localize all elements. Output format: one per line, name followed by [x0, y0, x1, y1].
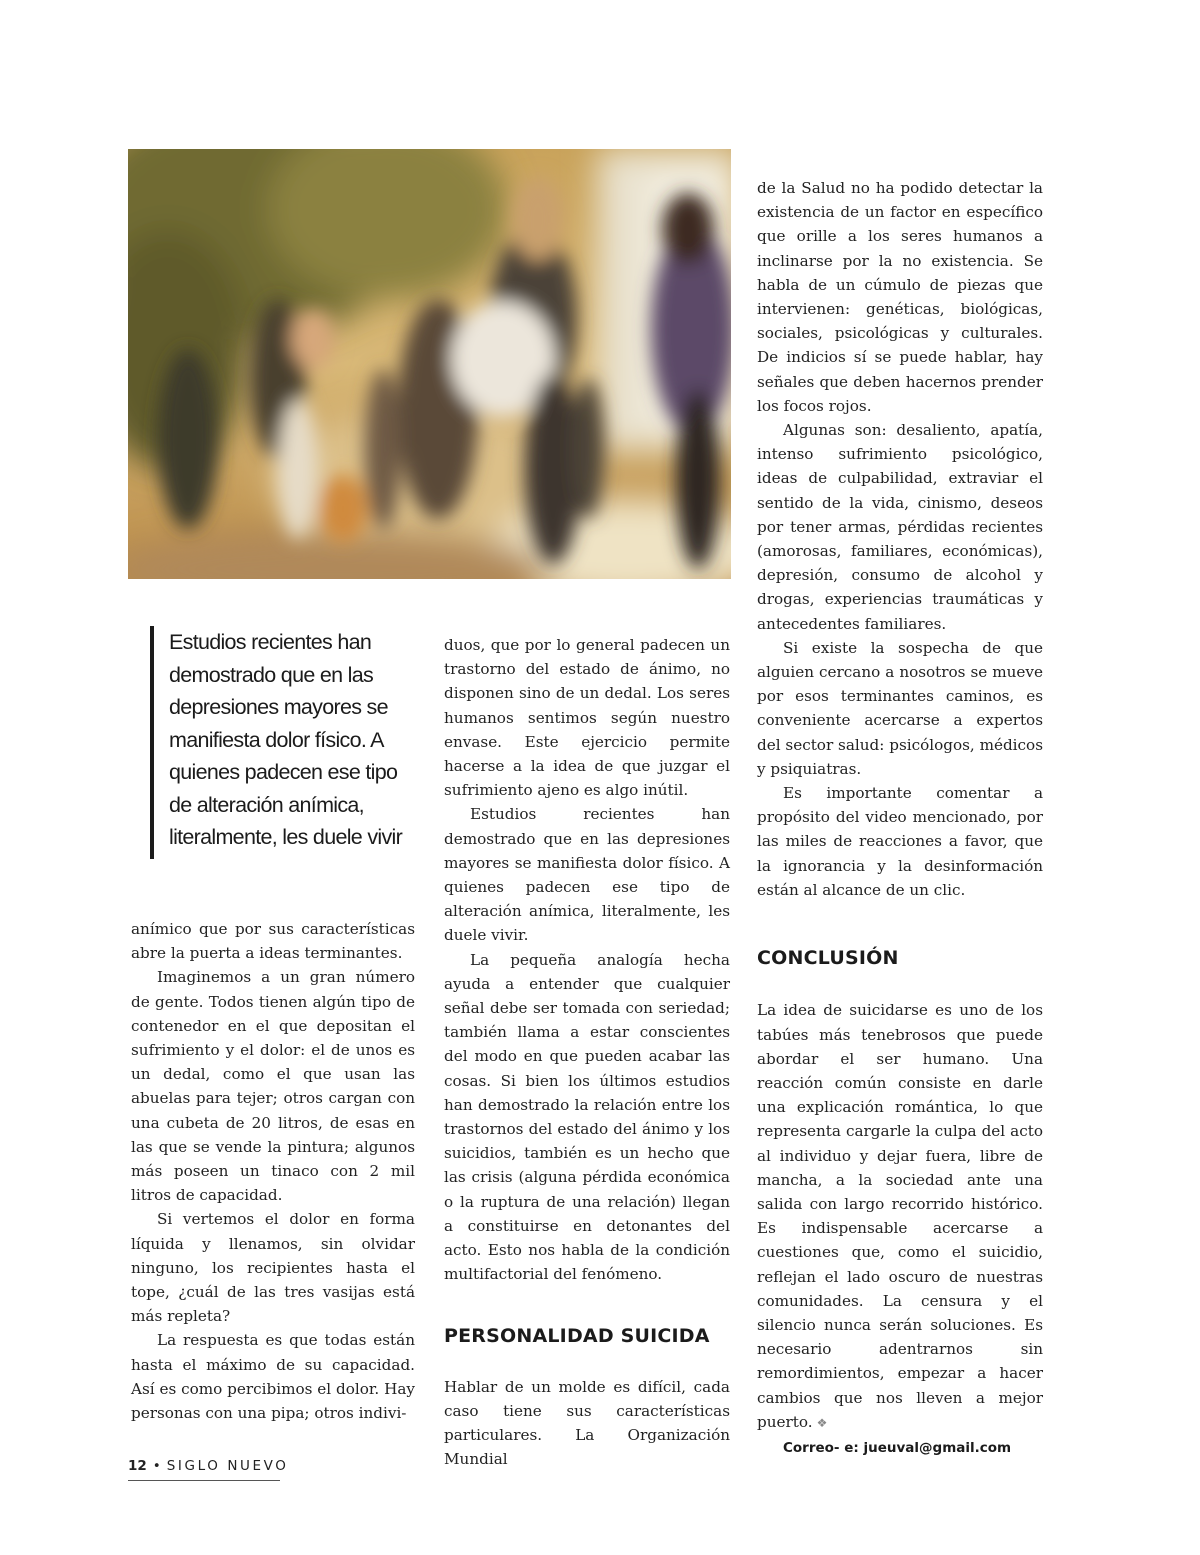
magazine-name: SIGLO NUEVO — [166, 1458, 289, 1474]
page-folio — [128, 1458, 289, 1481]
paragraph: Estudios recientes han demostrado que en las depresiones mayores se manifiesta dolor físico. A quienes padecen ese tipo de alteración anímica, literalmente, les duele vivir. — [444, 805, 730, 945]
pull-quote: Estudios recientes han demostrado que en las depresiones mayores se manifiesta dolor físico. A quienes padecen ese tipo de alteración anímica, literalmente, les duele vivir — [150, 626, 415, 859]
paragraph: Imaginemos a un gran número de gente. Todos tienen algún tipo de contenedor en el que depositan el sufrimiento y el dolor: el de unos es un dedal, como el que usan las abuelas para tejer; otros cargan con una cubeta de 20 litros, de esas en las que se vende la pintura; algunos más poseen un tinaco con 2 mil litros de capacidad. — [131, 968, 415, 1205]
page-number: 12 — [128, 1458, 147, 1474]
section-heading-conclusion: CONCLUSIÓN — [757, 947, 899, 970]
paragraph: Hablar de un molde es difícil, cada caso tiene sus características particulares. La Organización Mundial — [444, 1377, 730, 1469]
section-heading-personalidad-suicida: PERSONALIDAD SUICIDA — [444, 1325, 710, 1348]
end-mark-icon: ❖ — [816, 1415, 828, 1430]
paragraph: anímico que por sus características abre la puerta a ideas terminantes. — [131, 920, 415, 963]
paragraph: de la Salud no ha podido detectar la existencia de un factor en específico que orille a los seres humanos a inclinarse por la no existencia. Se habla de un cúmulo de piezas que intervienen: genéticas, biológicas, sociales, psicológicas y culturales. De indicios sí se puede hablar, hay señales que deben hacernos prender los focos rojos. — [757, 179, 1043, 415]
article-column-3 — [757, 176, 1043, 1461]
paragraph: La respuesta es que todas están hasta el máximo de su capacidad. Así es como percibimos el dolor. Hay personas con una pipa; otros indivi- — [131, 1331, 415, 1423]
paragraph: Algunas son: desaliento, apatía, intenso sufrimiento psicológico, ideas de culpabilidad, extraviar el sentido de la vida, cinismo, deseos por tener armas, pérdidas recientes (amorosas, familiares, económicas), depresión, consumo de alcohol y drogas, experiencias traumáticas y antecedentes familiares. — [757, 421, 1043, 633]
folio-separator: • — [152, 1458, 161, 1474]
conclusion-text: La idea de suicidarse es uno de los tabúes más tenebrosos que puede abordar el ser humano. Una reacción común consiste en darle una explicación romántica, lo que representa cargarle la culpa del acto al individuo y dejar fuera, libre de mancha, a la sociedad ante una salida con largo recorrido histórico. Es indispensable acercarse a cuestiones que, como el suicidio, reflejan el lado oscuro de nuestras comunidades. La censura y el silencio nunca serán soluciones. Es necesario adentrarnos sin remordimientos, empezar a hacer cambios que nos lleven a mejor puerto. — [757, 1001, 1043, 1431]
article-column-1 — [131, 917, 415, 1425]
author-email: Correo- e: jueuval@gmail.com — [783, 1439, 1012, 1456]
blurred-crowd-photo — [128, 149, 731, 579]
paragraph: Es importante comentar a propósito del video mencionado, por las miles de reacciones a favor, que la ignorancia y la desinformación están al alcance de un clic. — [757, 784, 1043, 899]
article-column-2 — [444, 633, 730, 1472]
paragraph: Si vertemos el dolor en forma líquida y llenamos, sin olvidar ninguno, los recipientes hasta el tope, ¿cuál de las tres vasijas está más repleta? — [131, 1210, 415, 1326]
paragraph: La pequeña analogía hecha ayuda a entender que cualquier señal debe ser tomada con seriedad; también llama a estar conscientes del modo en que pueden acabar las cosas. Si bien los últimos estudios han demostrado la relación entre los trastornos del estado del ánimo y los suicidios, también es un hecho que las crisis (alguna pérdida económica o la ruptura de una relación) llegan a constituirse en detonantes del acto. Esto nos habla de la condición multifactorial del fenómeno. — [444, 950, 730, 1284]
paragraph: duos, que por lo general padecen un trastorno del estado de ánimo, no disponen sino de un dedal. Los seres humanos sentimos según nuestro envase. Este ejercicio permite hacerse a la idea de que juzgar el sufrimiento ajeno es algo inútil. — [444, 636, 730, 800]
conclusion-paragraph — [757, 998, 1043, 1435]
paragraph: Si existe la sospecha de que alguien cercano a nosotros se mueve por esos terminantes caminos, es conveniente acercarse a expertos del sector salud: psicólogos, médicos y psiquiatras. — [757, 638, 1043, 778]
